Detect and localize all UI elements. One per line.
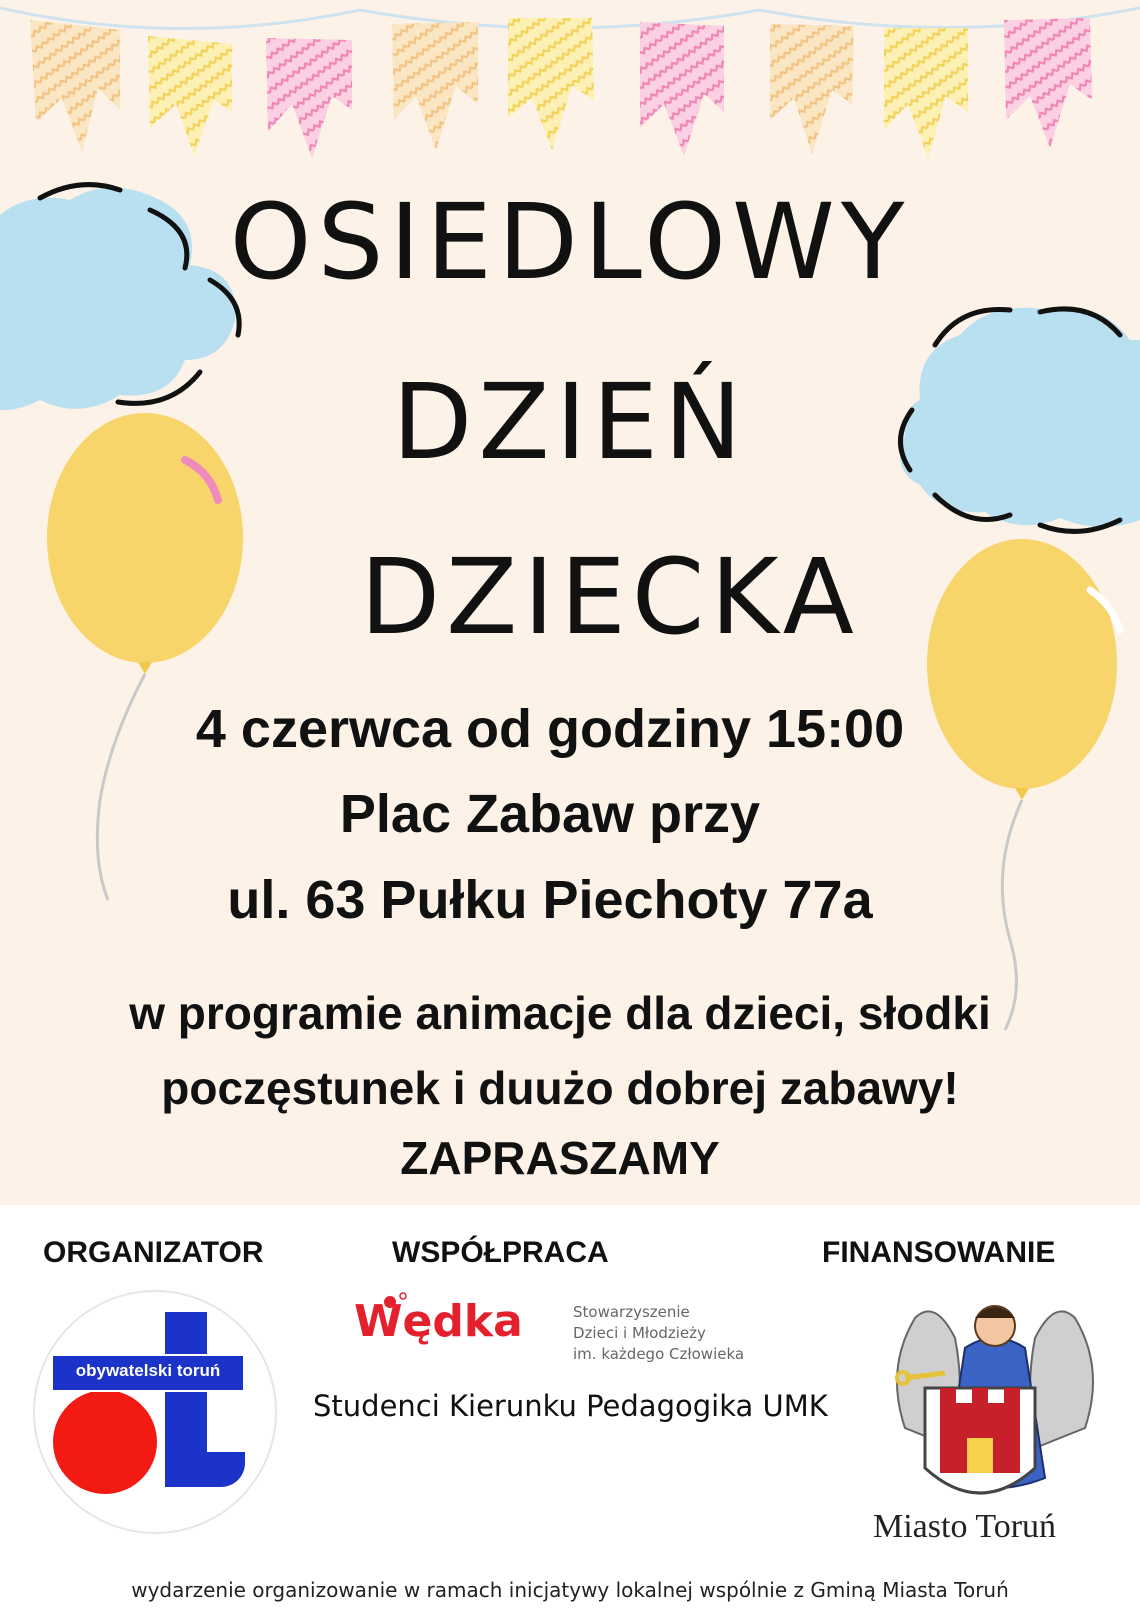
title-line-3: DZIECKA bbox=[360, 536, 860, 658]
program-line-2: poczęstunek i duużo dobrej zabawy! bbox=[161, 1062, 959, 1114]
funding-label: FINANSOWANIE bbox=[822, 1236, 1056, 1269]
footer-note: wydarzenie organizowanie w ramach inicjatywy lokalnej wspólnie z Gminą Miasta Toruń bbox=[131, 1578, 1009, 1602]
invite-text: ZAPRASZAMY bbox=[400, 1132, 720, 1184]
organizer-logo-text: obywatelski toruń bbox=[75, 1361, 221, 1380]
program-line-1: w programie animacje dla dzieci, słodki bbox=[129, 987, 991, 1039]
city-name: Miasto Toruń bbox=[873, 1508, 1057, 1545]
event-place-line-2: ul. 63 Pułku Piechoty 77a bbox=[227, 870, 873, 930]
bunting-flags bbox=[30, 18, 1092, 158]
logo-red-dot bbox=[53, 1390, 157, 1494]
title-line-2: DZIEŃ bbox=[392, 361, 748, 483]
wedka-logo-text: Wędka bbox=[354, 1296, 523, 1347]
students-text: Studenci Kierunku Pedagogika UMK bbox=[313, 1389, 828, 1423]
wedka-desc-1: Stowarzyszenie bbox=[573, 1303, 690, 1321]
logo-t-foot bbox=[165, 1452, 245, 1487]
wedka-desc-3: im. każdego Człowieka bbox=[573, 1345, 745, 1363]
event-place-line-1: Plac Zabaw przy bbox=[339, 784, 761, 844]
organizer-logo bbox=[33, 1290, 277, 1534]
organizer-label: ORGANIZATOR bbox=[43, 1236, 264, 1269]
event-date-time: 4 czerwca od godziny 15:00 bbox=[195, 699, 905, 759]
torun-coat-of-arms-icon bbox=[885, 1278, 1105, 1528]
wedka-desc-2: Dzieci i Młodzieży bbox=[573, 1324, 706, 1342]
title-line-1: OSIEDLOWY bbox=[229, 181, 911, 303]
cooperation-label: WSPÓŁPRACA bbox=[392, 1236, 609, 1269]
